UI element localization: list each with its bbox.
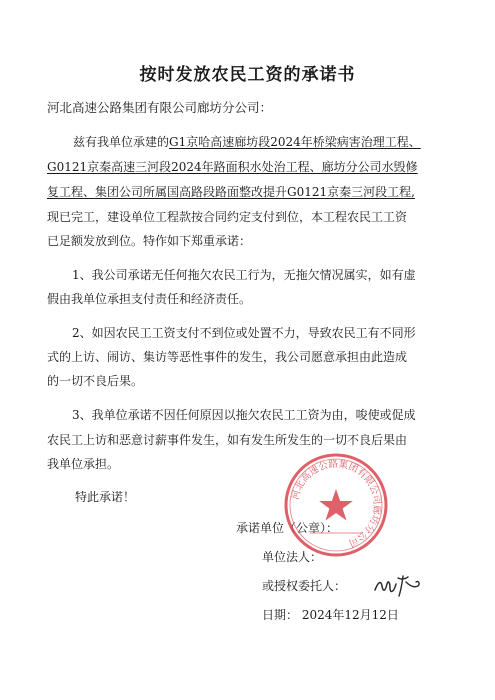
page-title: 按时发放农民工资的承诺书 [139,65,356,85]
sign-legal: 单位法人： [262,550,323,564]
item-2-line-2: 式的上访、闹访、集访等恶性事件的发生，我公司愿意承担由此造成 [47,350,408,364]
intro-prefix: 兹有我单位承建的 [73,135,170,149]
intro-line-5: 已足额发放到位。特作如下郑重承诺： [47,234,252,248]
item-3-line-2: 农民工上访和恶意讨薪事件发生，如有发生所发生的一切不良后果由 [47,433,408,447]
item-2-line-1: 2、如因农民工工资支付不到位或处置不力，导致农民工有不同形 [72,326,416,340]
project-name-part-1: G1京哈高速廊坊段2024年桥梁病害治理工程、 [169,135,421,149]
item-2-line-3: 的一切不良后果。 [47,374,144,388]
seal-text: 河北高速公路集团有限公司廊坊分公司 [290,458,383,549]
sign-agent: 或授权委托人： [262,579,347,593]
item-3-line-1: 3、我单位承诺不因任何原因以拖欠农民工工资为由，唆使或促成 [72,408,416,422]
item-3-line-3: 我单位承担。 [47,457,120,471]
red-seal-icon [282,451,390,559]
project-name-part-2: G0121京秦高速三河段2024年路面积水处治工程、廊坊分公司水毁修 [47,160,418,174]
item-1-line-2: 假由我单位承担支付责任和经济责任。 [47,292,252,306]
project-name-part-3: 复工程、集团公司所属国高路段路面整改提升G0121京秦三河段工程, [47,185,415,199]
item-1-line-1: 1、我公司承诺无任何拖欠农民工行为，无拖欠情况属实，如有虚 [72,268,416,282]
sign-date: 日期： 2024年12月12日 [262,608,399,622]
sign-unit: 承诺单位（公章）： [236,521,339,535]
closing: 特此承诺！ [75,490,136,504]
intro-line-4: 现已完工，建设单位工程款按合同约定支付到位，本工程农民工工资 [47,210,408,224]
intro-line-1 [73,135,421,149]
handwritten-signature-icon [372,570,424,600]
addressee: 河北高速公路集团有限公司廊坊分公司： [47,100,273,115]
